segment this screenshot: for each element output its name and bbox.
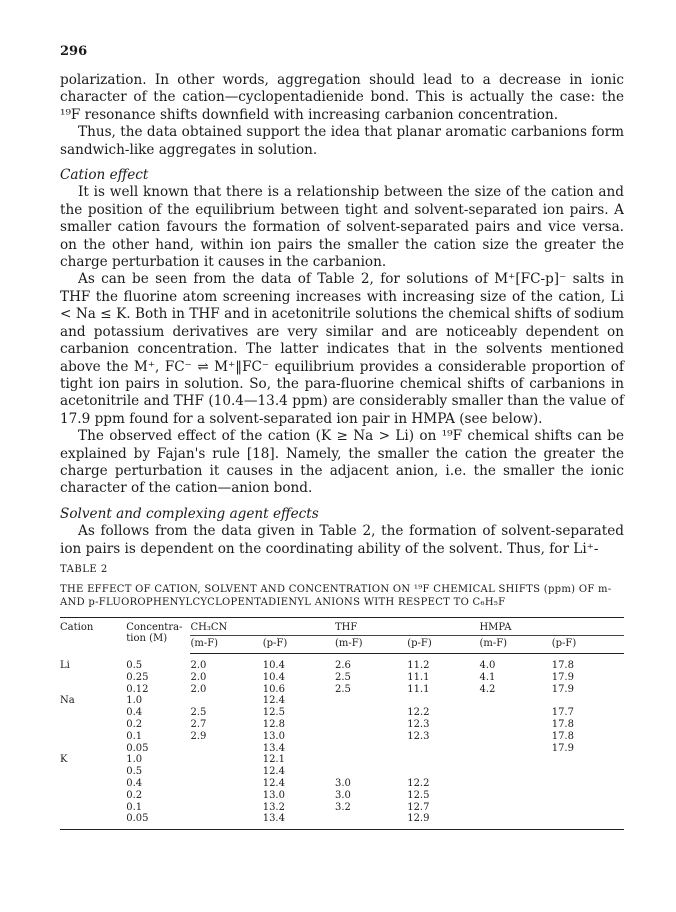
cell-shift: 2.5 (190, 707, 207, 719)
paragraph: As follows from the data given in Table 2, the formation of solvent-separated ion pairs is dependent on the coordinating ability of the solvent. Thus, for Li⁺- (60, 523, 624, 557)
cell-shift (479, 719, 551, 731)
cell-cation (60, 743, 126, 755)
cell-concentration: 1.0 (126, 695, 143, 707)
cell-shift (407, 743, 479, 755)
table-row (60, 684, 624, 696)
cell-shift: 2.5 (334, 683, 351, 695)
column-header-cation: Cation (60, 618, 126, 654)
paragraph: It is well known that there is a relationship between the size of the cation and the position of the equilibrium between tight and solvent-separated ion pairs. A smaller cation favours the formation of solvent-separated pairs and vice versa. on the other hand, within ion pairs the smaller the cation size the greater the charge perturbation it causes in the carbanion. (60, 184, 624, 271)
cell-shift (479, 813, 551, 829)
cell-shift (407, 766, 479, 778)
cell-shift: 12.2 (407, 777, 430, 789)
cell-shift: 2.6 (334, 660, 351, 671)
cell-shift: 12.3 (407, 718, 430, 730)
cell-shift (190, 790, 262, 802)
cell-shift: 12.8 (262, 718, 285, 730)
cell-shift: 12.9 (407, 813, 479, 829)
cell-shift: 12.5 (407, 789, 430, 801)
cell-shift (335, 813, 407, 829)
cell-cation (60, 778, 126, 790)
cell-concentration: 0.1 (126, 730, 143, 742)
cell-shift (552, 766, 624, 778)
cell-shift (479, 778, 551, 790)
table-row (60, 695, 624, 707)
paragraph: polarization. In other words, aggregation should lead to a decrease in ionic character of the cation—cyclopentadienide bond. This is actually the case: the ¹⁹F resonance shifts downfield with increasing carbanion concentration. (60, 72, 624, 123)
cell-concentration: 0.05 (126, 813, 190, 829)
cell-cation (60, 707, 126, 719)
cell-shift: 17.9 (551, 742, 574, 754)
paragraph: Thus, the data obtained support the idea that planar aromatic carbanions form sandwich-like aggregates in solution. (60, 124, 624, 158)
cell-shift: 4.1 (479, 671, 496, 683)
cell-shift: 10.4 (262, 660, 285, 671)
cell-shift (407, 754, 479, 766)
cell-cation (60, 813, 126, 829)
table-row (60, 813, 624, 829)
cell-shift: 2.9 (190, 730, 207, 742)
cell-shift: 4.2 (479, 683, 496, 695)
cell-shift: 11.1 (407, 683, 430, 695)
subheader-hmpa-pf: (p-F) (552, 636, 624, 654)
cell-shift (190, 802, 262, 814)
cell-cation (60, 719, 126, 731)
subheader-thf-pf: (p-F) (407, 636, 479, 654)
cell-cation: K (60, 754, 68, 766)
cell-shift (407, 695, 479, 707)
cell-shift: 2.0 (190, 671, 207, 683)
cell-shift: 17.8 (551, 660, 574, 671)
subheader-hmpa-mf: (m-F) (479, 636, 551, 654)
cell-shift (552, 790, 624, 802)
cell-cation (60, 790, 126, 802)
table-row (60, 766, 624, 778)
column-header-concentration: Concentra- tion (M) (126, 618, 190, 654)
cell-shift (335, 766, 407, 778)
cell-shift: 12.4 (262, 766, 285, 778)
table-row (60, 719, 624, 731)
table-row (60, 707, 624, 719)
cell-shift (479, 707, 551, 719)
subheader-ch3cn-mf: (m-F) (190, 636, 262, 654)
table-2 (60, 564, 624, 830)
section-heading: Cation effect (60, 167, 149, 184)
cell-concentration: 0.05 (126, 742, 149, 754)
cell-shift (552, 778, 624, 790)
cell-shift (552, 754, 624, 766)
cell-shift (335, 695, 407, 707)
group-header-ch3cn: CH₃CN (190, 618, 335, 636)
cell-shift: 12.7 (407, 801, 430, 813)
cell-shift: 13.0 (262, 789, 285, 801)
paragraph: As can be seen from the data of Table 2, for solutions of M⁺[FC-p]⁻ salts in THF the fluorine atom screening increases with increasing size of the cation, Li < Na ≤ K. Both in THF and in acetonitrile solutions the chemical shifts of sodium and potassium derivatives are very similar and are noticeably dependent on carbanion concentration. The latter indicates that in the solvents mentioned above the M⁺, FC⁻ ⇌ M⁺‖FC⁻ equilibrium provides a considerable proportion of tight ion pairs in solution. So, the para-fluorine chemical shifts of carbanions in acetonitrile and THF (10.4—13.4 ppm) are considerably smaller than the value of 17.9 ppm found for a solvent-separated ion pair in HMPA (see below). (60, 271, 624, 427)
subheader-ch3cn-pf: (p-F) (263, 636, 335, 654)
cell-cation (60, 802, 126, 814)
cell-cation: Li (60, 659, 70, 671)
cell-shift: 17.8 (551, 730, 574, 742)
table-header-row (60, 618, 624, 636)
cell-shift (335, 719, 407, 731)
cell-shift (479, 802, 551, 814)
cell-shift (335, 731, 407, 743)
cell-shift: 3.0 (334, 777, 351, 789)
cell-shift: 17.7 (551, 707, 574, 719)
table-row (60, 778, 624, 790)
cell-shift: 11.1 (407, 671, 430, 683)
cell-concentration: 1.0 (126, 754, 143, 766)
table-row (60, 672, 624, 684)
table-row (60, 731, 624, 743)
cell-shift (552, 813, 624, 829)
cell-shift (335, 743, 407, 755)
cell-shift: 2.5 (334, 671, 351, 683)
cell-shift: 17.9 (551, 671, 574, 683)
table-row (60, 802, 624, 814)
page-number: 296 (60, 44, 88, 59)
body-text (60, 72, 624, 558)
cell-cation (60, 766, 126, 778)
cell-cation (60, 672, 126, 684)
cell-shift (335, 707, 407, 719)
cell-shift: 12.1 (262, 754, 285, 766)
cell-shift: 10.6 (262, 683, 285, 695)
group-header-thf: THF (335, 618, 480, 636)
table-row (60, 743, 624, 755)
cell-concentration: 0.5 (126, 659, 143, 671)
cell-shift (190, 813, 262, 829)
cell-cation: Na (60, 695, 75, 707)
cell-concentration: 0.12 (126, 683, 149, 695)
table-row (60, 754, 624, 766)
cell-shift: 13.2 (262, 801, 285, 813)
cell-concentration: 0.1 (126, 801, 143, 813)
group-header-hmpa: HMPA (479, 618, 624, 636)
cell-shift (190, 695, 262, 707)
table-label: TABLE 2 (60, 564, 108, 575)
cell-cation (60, 684, 126, 696)
cell-shift (190, 766, 262, 778)
cell-shift: 12.2 (407, 707, 430, 719)
table-row (60, 790, 624, 802)
cell-shift: 17.8 (551, 718, 574, 730)
cell-cation (60, 731, 126, 743)
cell-shift: 13.4 (262, 742, 285, 754)
cell-shift (479, 754, 551, 766)
subheader-thf-mf: (m-F) (335, 636, 407, 654)
table-body (60, 654, 624, 830)
cell-concentration: 0.2 (126, 718, 143, 730)
cell-concentration: 0.25 (126, 671, 149, 683)
cell-concentration: 0.5 (126, 766, 143, 778)
cell-shift: 12.4 (262, 777, 285, 789)
cell-shift: 11.2 (407, 660, 430, 671)
cell-shift: 12.4 (262, 695, 285, 707)
cell-shift: 2.0 (190, 683, 207, 695)
cell-shift: 17.9 (551, 683, 574, 695)
table-row (60, 654, 624, 672)
cell-shift: 12.3 (407, 730, 430, 742)
cell-shift: 4.0 (479, 660, 496, 671)
cell-shift (479, 731, 551, 743)
paragraph: The observed effect of the cation (K ≥ Na > Li) on ¹⁹F chemical shifts can be explained by Fajan's rule [18]. Namely, the smaller the cation the greater the charge perturbation it causes in the adjacent anion, i.e. the smaller the ionic character of the cation—anion bond. (60, 428, 624, 497)
cell-concentration: 0.4 (126, 777, 143, 789)
cell-shift: 3.2 (334, 801, 351, 813)
cell-shift (335, 754, 407, 766)
table-caption: THE EFFECT OF CATION, SOLVENT AND CONCENTRATION ON ¹⁹F CHEMICAL SHIFTS (ppm) OF m- AND p-FLUOROPHENYLCYCLOPENTADIENYL ANIONS WITH RESPECT TO C₆H₅F (60, 584, 612, 608)
cell-shift (552, 802, 624, 814)
cell-shift (479, 790, 551, 802)
cell-shift (479, 695, 551, 707)
cell-shift (479, 743, 551, 755)
cell-shift (552, 695, 624, 707)
cell-shift: 13.0 (262, 730, 285, 742)
cell-shift (479, 766, 551, 778)
cell-shift: 3.0 (334, 789, 351, 801)
cell-concentration: 0.4 (126, 707, 143, 719)
cell-shift: 2.0 (190, 660, 207, 671)
cell-shift: 2.7 (190, 718, 207, 730)
data-table (60, 617, 624, 830)
section-heading: Solvent and complexing agent effects (60, 505, 319, 522)
cell-shift (190, 778, 262, 790)
cell-shift: 13.4 (263, 813, 335, 829)
cell-shift: 10.4 (262, 671, 285, 683)
cell-shift (190, 743, 262, 755)
cell-shift (190, 754, 262, 766)
cell-concentration: 0.2 (126, 789, 143, 801)
cell-shift: 12.5 (262, 707, 285, 719)
